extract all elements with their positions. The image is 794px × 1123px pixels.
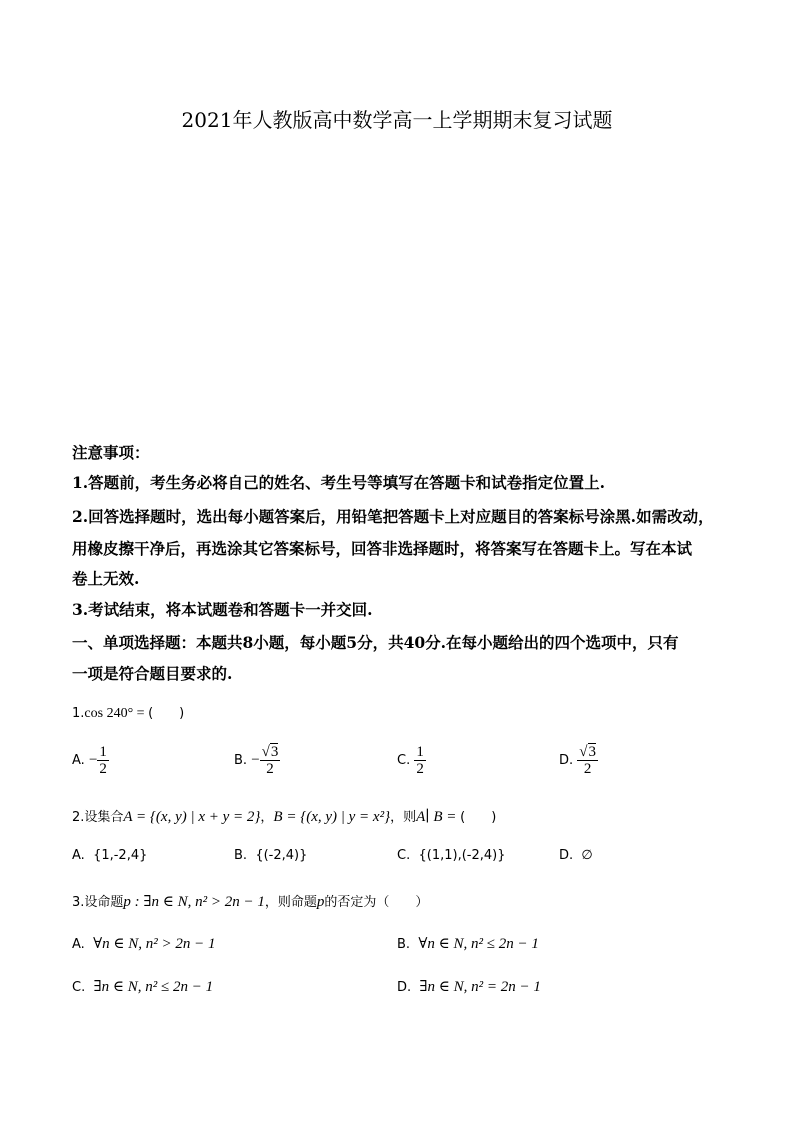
q1-option-c-fraction	[414, 744, 426, 777]
question-2-paren: ( )	[460, 810, 497, 825]
q1-option-a-numerator: 1	[99, 744, 107, 760]
q1-option-c[interactable]	[397, 744, 426, 777]
q3-option-d-label: D.	[397, 980, 412, 995]
question-2-then: ，则	[390, 810, 417, 825]
q3-option-b-label: B.	[397, 937, 411, 952]
question-1-expression: cos 240° =	[84, 706, 149, 721]
q2-option-c-text: {(1,1),(-2,4)}	[418, 848, 506, 863]
question-3-then: ，则命题	[264, 895, 317, 910]
q3-option-b-text: ∀n ∈ N, n² ≤ 2n − 1	[418, 936, 539, 952]
q1-option-b-sign: −	[251, 752, 260, 768]
q3-option-d-text: ∃n ∈ N, n² = 2n − 1	[419, 979, 541, 995]
question-3-ask: 的否定为（ ）	[324, 895, 429, 910]
q1-option-d-numerator: √3	[579, 744, 597, 760]
q2-option-c-label: C.	[397, 848, 411, 863]
question-1-number: 1.	[72, 706, 85, 721]
q1-option-a-sign: −	[88, 752, 98, 768]
q1-option-b-denominator: 2	[266, 761, 274, 777]
page-title: 2021年人教版高中数学高一上学期期末复习试题	[181, 108, 613, 132]
q1-option-a-denominator: 2	[99, 761, 107, 777]
q3-option-c[interactable]	[72, 977, 213, 996]
q1-option-b-fraction	[260, 744, 281, 777]
q3-option-b[interactable]	[397, 934, 539, 953]
q2-option-b[interactable]	[234, 848, 307, 863]
q1-option-c-numerator: 1	[416, 744, 424, 760]
notice-item-1: 1.答题前，考生务必将自己的姓名、考生号等填写在答题卡和试卷指定位置上.	[72, 473, 606, 492]
notice-item-3: 3.考试结束，将本试题卷和答题卡一并交回.	[72, 600, 373, 619]
notice-heading: 注意事项：	[72, 443, 150, 462]
q1-option-d-fraction	[577, 744, 598, 777]
q1-option-b-label: B.	[234, 753, 248, 768]
notice-item-2-line-2: 用橡皮擦干净后，再选涂其它答案标号，回答非选择题时，将答案写在答题卡上。写在本试	[72, 539, 693, 558]
question-1-paren: ( )	[148, 706, 185, 721]
q2-option-a[interactable]	[72, 848, 147, 863]
notice-item-2-line-3: 卷上无效.	[72, 569, 140, 588]
q1-option-b[interactable]	[234, 744, 280, 777]
q1-option-a[interactable]	[72, 744, 109, 777]
q2-option-d-label: D.	[559, 848, 574, 863]
q2-option-d[interactable]	[559, 848, 593, 863]
q2-option-b-text: {(-2,4)}	[255, 848, 308, 863]
question-2-expression: A∣ B =	[416, 809, 461, 825]
q1-option-d[interactable]	[559, 744, 598, 777]
question-2-set-a: A = {(x, y) | x + y = 2}	[123, 809, 261, 825]
q1-option-d-label: D.	[559, 753, 574, 768]
question-2	[72, 806, 496, 826]
q2-option-d-text: ∅	[581, 848, 593, 863]
q1-option-c-label: C.	[397, 753, 411, 768]
question-3-p: p	[316, 894, 325, 910]
section1-line-2: 一项是符合题目要求的.	[72, 664, 233, 683]
question-3-prefix: 3.设命题	[72, 895, 124, 910]
q3-option-d[interactable]	[397, 977, 541, 996]
q1-option-a-fraction	[97, 744, 109, 777]
q2-option-a-text: {1,-2,4}	[93, 848, 148, 863]
question-3	[72, 891, 428, 911]
notice-item-2-line-1: 2.回答选择题时，选出每小题答案后，用铅笔把答题卡上对应题目的答案标号涂黑.如需改动，	[72, 507, 714, 526]
q3-option-a-text: ∀n ∈ N, n² > 2n − 1	[93, 936, 216, 952]
q2-option-c[interactable]	[397, 848, 506, 863]
q1-option-a-label: A.	[72, 753, 85, 768]
question-2-separator: ，	[260, 810, 274, 825]
q3-option-c-text: ∃n ∈ N, n² ≤ 2n − 1	[93, 979, 214, 995]
q3-option-a[interactable]	[72, 934, 215, 953]
question-2-prefix: 2.设集合	[72, 810, 124, 825]
question-1	[72, 702, 184, 722]
question-3-proposition: p : ∃n ∈ N, n² > 2n − 1	[123, 894, 265, 910]
q2-option-a-label: A.	[72, 848, 85, 863]
section1-line-1: 一、单项选择题：本题共8小题，每小题5分，共40分.在每小题给出的四个选项中，只有	[72, 633, 679, 652]
q1-option-b-numerator: √3	[261, 744, 279, 760]
q1-option-c-denominator: 2	[416, 761, 424, 777]
q1-option-d-denominator: 2	[583, 761, 592, 777]
q3-option-a-label: A.	[72, 937, 85, 952]
question-2-set-b: B = {(x, y) | y = x²}	[273, 809, 391, 825]
q3-option-c-label: C.	[72, 980, 86, 995]
q2-option-b-label: B.	[234, 848, 248, 863]
